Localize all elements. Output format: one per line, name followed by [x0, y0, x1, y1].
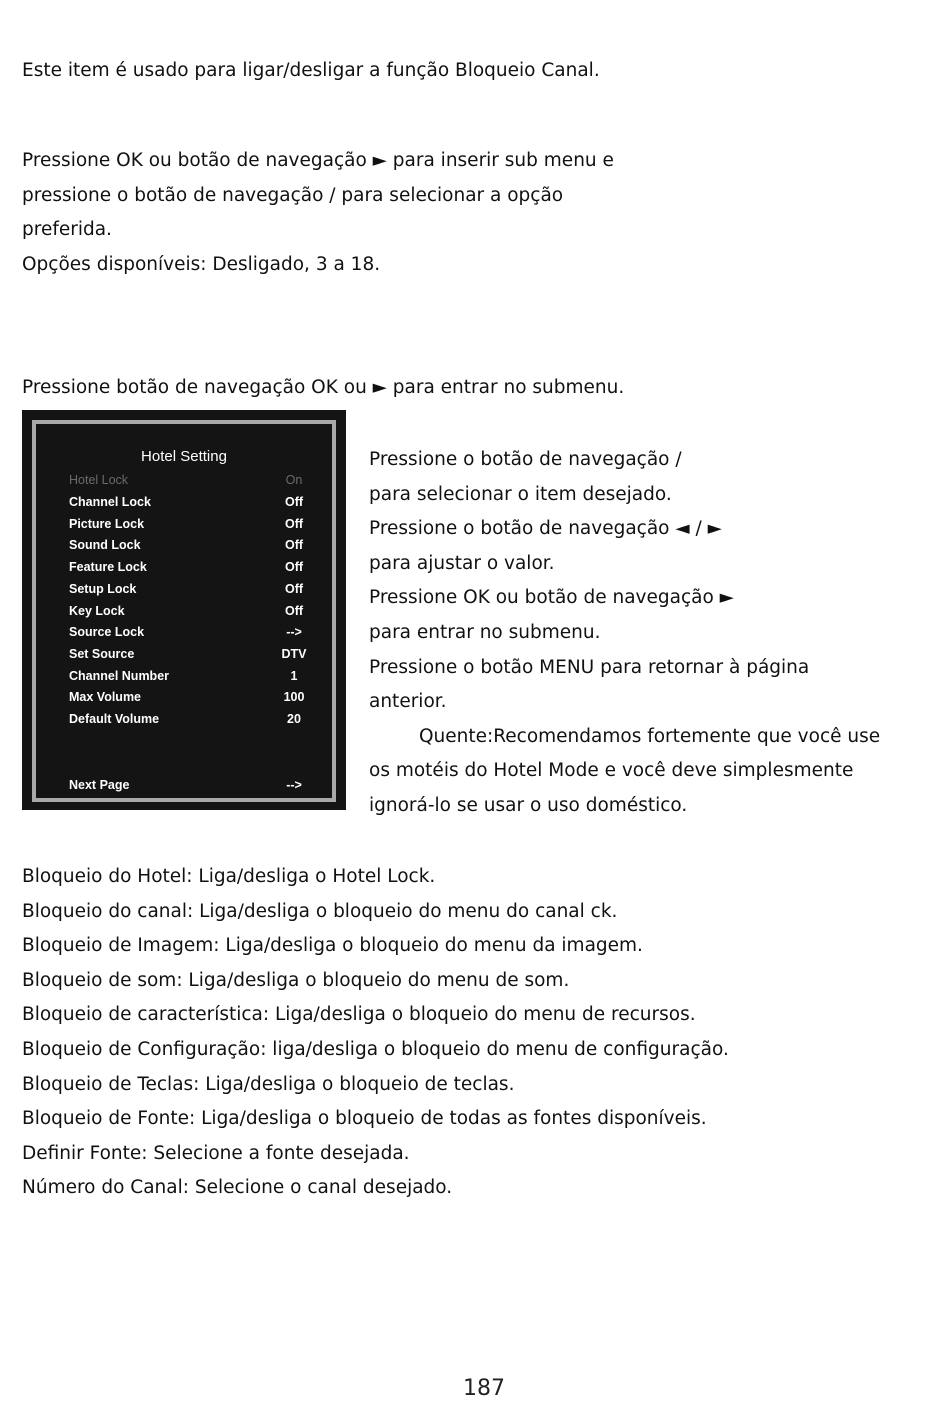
tip-line: Quente:Recomendamos fortemente que você use	[419, 725, 881, 747]
menu-row-channel-lock[interactable]	[69, 495, 309, 515]
instruction-line: Pressione o botão MENU para retornar à página	[369, 656, 810, 678]
menu-row-label: Channel Number	[69, 669, 170, 683]
page-number: 187	[463, 1376, 505, 1401]
menu-row-label: Picture Lock	[69, 517, 145, 531]
menu-row-next-page[interactable]	[69, 778, 309, 798]
description-line: Definir Fonte: Selecione a fonte desejada.	[22, 1142, 410, 1164]
menu-instructions	[369, 443, 880, 824]
instruction-line: anterior.	[369, 691, 447, 713]
menu-row-value: DTV	[281, 647, 307, 661]
instruction-line: Pressione OK ou botão de navegação ►	[369, 587, 734, 609]
menu-row-value: 20	[287, 712, 301, 726]
description-line: Bloqueio de Teclas: Liga/desliga o bloqueio de teclas.	[22, 1073, 515, 1095]
menu-row-default-volume[interactable]	[69, 712, 309, 732]
menu-row-label: Setup Lock	[69, 582, 137, 596]
menu-row-label: Max Volume	[69, 690, 142, 704]
menu-row-set-source[interactable]	[69, 647, 309, 667]
instruction-line: Pressione o botão de navegação /	[369, 449, 682, 470]
menu-row-label: Feature Lock	[69, 560, 147, 574]
options-line: Opções disponíveis: Desligado, 3 a 18.	[22, 253, 381, 275]
menu-row-label: Sound Lock	[69, 538, 141, 552]
description-line: Bloqueio de Imagem: Liga/desliga o bloqueio do menu da imagem.	[22, 935, 643, 957]
menu-row-value: Off	[284, 582, 304, 596]
enter-submenu-text: Pressione botão de navegação OK ou ► para entrar no submenu.	[22, 377, 625, 398]
menu-row-sound-lock[interactable]	[69, 538, 309, 558]
menu-row-label: Default Volume	[69, 712, 160, 726]
description-line: Bloqueio de Fonte: Liga/desliga o bloqueio de todas as fontes disponíveis.	[22, 1108, 707, 1130]
description-line: Número do Canal: Selecione o canal desejado.	[22, 1177, 453, 1199]
menu-row-value: -->	[286, 778, 302, 792]
instruction-line: para selecionar o item desejado.	[369, 483, 672, 505]
menu-row-setup-lock[interactable]	[69, 582, 309, 602]
menu-row-label: Set Source	[69, 647, 135, 661]
nav-line: pressione o botão de navegação / para selecionar a opção	[22, 184, 564, 206]
menu-row-feature-lock[interactable]	[69, 560, 309, 580]
menu-row-value: 100	[283, 690, 305, 704]
menu-row-source-lock[interactable]	[69, 625, 309, 645]
menu-row-label: Next Page	[69, 778, 130, 792]
description-line: Bloqueio de som: Liga/desliga o bloqueio do menu de som.	[22, 969, 570, 991]
instruction-line: para ajustar o valor.	[369, 552, 555, 574]
menu-row-channel-number[interactable]	[69, 669, 309, 689]
menu-row-value: Off	[284, 538, 304, 552]
description-line: Bloqueio de característica: Liga/desliga o bloqueio do menu de recursos.	[22, 1004, 696, 1026]
description-line: Bloqueio de Configuração: liga/desliga o bloqueio do menu de configuração.	[22, 1038, 729, 1060]
menu-row-value: Off	[284, 604, 304, 618]
tip-line: ignorá-lo se usar o uso doméstico.	[369, 794, 688, 816]
menu-row-label: Key Lock	[69, 604, 125, 618]
lock-descriptions	[22, 860, 729, 1206]
menu-row-label: Channel Lock	[69, 495, 151, 509]
nav-line: Pressione OK ou botão de navegação ► para inserir sub menu e	[22, 150, 614, 171]
menu-row-value: Off	[284, 560, 304, 574]
description-line: Bloqueio do Hotel: Liga/desliga o Hotel Lock.	[22, 866, 436, 887]
nav-line: preferida.	[22, 219, 112, 241]
instruction-line: Pressione o botão de navegação ◄ / ►	[369, 518, 722, 540]
menu-row-value: -->	[286, 625, 302, 639]
menu-row-value: Off	[284, 495, 304, 509]
menu-row-key-lock[interactable]	[69, 604, 309, 624]
menu-row-value: Off	[284, 517, 304, 531]
menu-row-max-volume[interactable]	[69, 690, 309, 710]
menu-row-picture-lock[interactable]	[69, 517, 309, 537]
hotel-setting-menu-screenshot	[22, 410, 346, 810]
description-line: Bloqueio do canal: Liga/desliga o bloqueio do menu do canal ck.	[22, 900, 618, 922]
instruction-line: para entrar no submenu.	[369, 621, 601, 643]
menu-row-hotel-lock[interactable]	[69, 473, 309, 493]
navigation-instructions	[22, 144, 614, 282]
menu-row-label: Source Lock	[69, 625, 145, 639]
menu-row-label: Hotel Lock	[69, 473, 129, 487]
menu-row-value: On	[285, 473, 303, 487]
menu-title: Hotel Setting	[141, 448, 227, 465]
menu-frame	[32, 420, 336, 802]
intro-text: Este item é usado para ligar/desligar a função Bloqueio Canal.	[22, 60, 600, 81]
tip-line: os motéis do Hotel Mode e você deve simplesmente	[369, 760, 854, 782]
menu-row-value: 1	[290, 669, 298, 683]
